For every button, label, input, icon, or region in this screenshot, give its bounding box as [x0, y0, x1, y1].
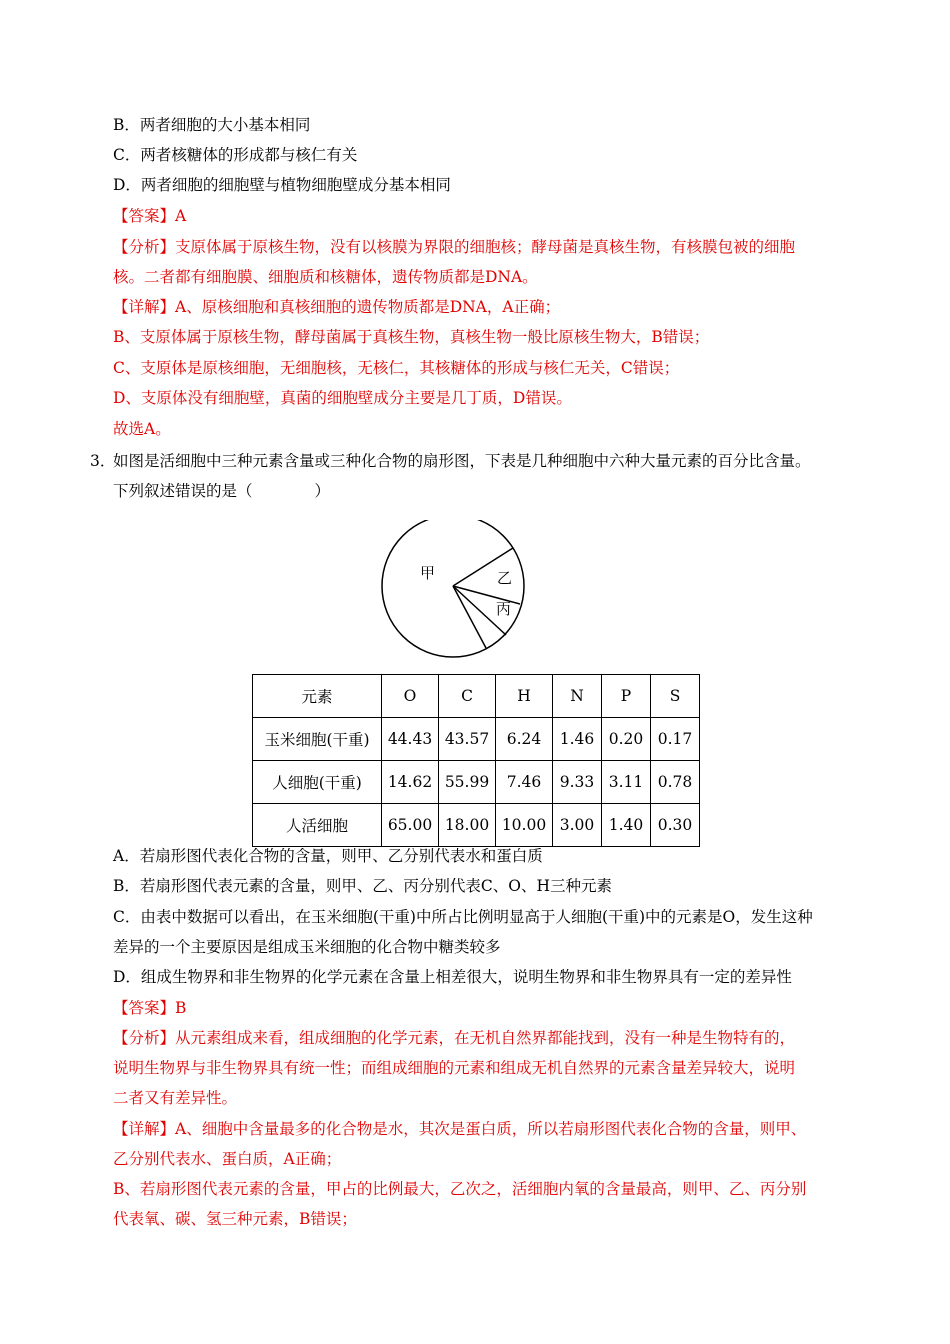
- analysis-line: 说明生物界与非生物界具有统一性；而组成细胞的元素和组成无机自然界的元素含量差异较大，说明: [113, 1059, 796, 1077]
- option-c-cont: 差异的一个主要原因是组成玉米细胞的化合物中糖类较多: [113, 938, 501, 956]
- option-d: D．组成生物界和非生物界的化学元素在含量上相差很大，说明生物界和非生物界具有一定的差异性: [113, 968, 792, 986]
- table-cell: 9.33: [553, 761, 602, 804]
- option-b: B．若扇形图代表元素的含量，则甲、乙、丙分别代表C、O、H三种元素: [113, 877, 612, 895]
- analysis-line: 【分析】支原体属于原核生物，没有以核膜为界限的细胞核；酵母菌是真核生物，有核膜包被的细胞: [113, 238, 796, 256]
- question-number: 3．: [90, 452, 116, 470]
- table-cell: 14.62: [382, 761, 439, 804]
- table-cell: 44.43: [382, 718, 439, 761]
- table-cell: 55.99: [439, 761, 496, 804]
- option-d: D．两者细胞的细胞壁与植物细胞壁成分基本相同: [113, 176, 451, 194]
- detail-line: 代表氧、碳、氢三种元素，B错误；: [113, 1210, 357, 1228]
- question-stem: 下列叙述错误的是（ ）: [113, 482, 331, 500]
- pie-circle: [382, 520, 524, 657]
- detail-line: B、支原体属于原核生物，酵母菌属于真核生物，真核生物一般比原核生物大，B错误；: [113, 328, 710, 346]
- analysis-line: 二者又有差异性。: [113, 1089, 238, 1107]
- table-cell: 1.40: [602, 804, 651, 847]
- table-cell: 人活细胞: [253, 804, 382, 847]
- conclusion: 故选A。: [113, 420, 171, 438]
- table-header: N: [553, 675, 602, 718]
- table-header: S: [651, 675, 700, 718]
- table-cell: 0.30: [651, 804, 700, 847]
- option-c: C．两者核糖体的形成都与核仁有关: [113, 146, 358, 164]
- table-cell: 7.46: [496, 761, 553, 804]
- table-row: [253, 761, 700, 804]
- pie-label-yi: 乙: [497, 569, 513, 587]
- option-a: A．若扇形图代表化合物的含量，则甲、乙分别代表水和蛋白质: [113, 847, 543, 865]
- table-row: [253, 804, 700, 847]
- table-cell: 65.00: [382, 804, 439, 847]
- detail-line: D、支原体没有细胞壁，真菌的细胞壁成分主要是几丁质，D错误。: [113, 389, 572, 407]
- table-cell: 0.17: [651, 718, 700, 761]
- table-cell: 玉米细胞(干重): [253, 718, 382, 761]
- table-header: 元素: [253, 675, 382, 718]
- detail-line: B、若扇形图代表元素的含量，甲占的比例最大，乙次之，活细胞内氧的含量最高，则甲、乙、丙分别: [113, 1180, 807, 1198]
- table-cell: 3.11: [602, 761, 651, 804]
- detail-line: C、支原体是原核细胞，无细胞核，无核仁，其核糖体的形成与核仁无关，C错误；: [113, 359, 680, 377]
- table-header: P: [602, 675, 651, 718]
- element-table: [252, 674, 700, 847]
- detail-line: 乙分别代表水、蛋白质，A正确；: [113, 1150, 342, 1168]
- question-stem: 如图是活细胞中三种元素含量或三种化合物的扇形图，下表是几种细胞中六种大量元素的百分比含量。: [113, 452, 811, 470]
- table-cell: 3.00: [553, 804, 602, 847]
- table-cell: 人细胞(干重): [253, 761, 382, 804]
- detail-line: 【详解】A、原核细胞和真核细胞的遗传物质都是DNA，A正确；: [113, 298, 561, 316]
- table-cell: 43.57: [439, 718, 496, 761]
- table-header: O: [382, 675, 439, 718]
- pie-label-bing: 丙: [496, 600, 512, 618]
- table-header: C: [439, 675, 496, 718]
- option-b: B．两者细胞的大小基本相同: [113, 116, 311, 134]
- table-cell: 18.00: [439, 804, 496, 847]
- analysis-line: 核。二者都有细胞膜、细胞质和核糖体，遗传物质都是DNA。: [113, 268, 538, 286]
- table-cell: 6.24: [496, 718, 553, 761]
- option-c: C．由表中数据可以看出，在玉米细胞(干重)中所占比例明显高于人细胞(干重)中的元素是O，发生这种: [113, 908, 813, 926]
- pie-chart-svg: [380, 520, 530, 660]
- analysis-line: 【分析】从元素组成来看，组成细胞的化学元素，在无机自然界都能找到，没有一种是生物特有的，: [113, 1029, 796, 1047]
- table-cell: 10.00: [496, 804, 553, 847]
- table-row: [253, 718, 700, 761]
- table-cell: 1.46: [553, 718, 602, 761]
- table-header: H: [496, 675, 553, 718]
- answer: 【答案】B: [113, 999, 187, 1017]
- detail-line: 【详解】A、细胞中含量最多的化合物是水，其次是蛋白质，所以若扇形图代表化合物的含量，则甲、: [113, 1120, 807, 1138]
- pie-chart: [380, 520, 530, 660]
- answer: 【答案】A: [113, 207, 187, 225]
- table-header-row: [253, 675, 700, 718]
- pie-label-jia: 甲: [420, 564, 436, 582]
- table-cell: 0.78: [651, 761, 700, 804]
- table-cell: 0.20: [602, 718, 651, 761]
